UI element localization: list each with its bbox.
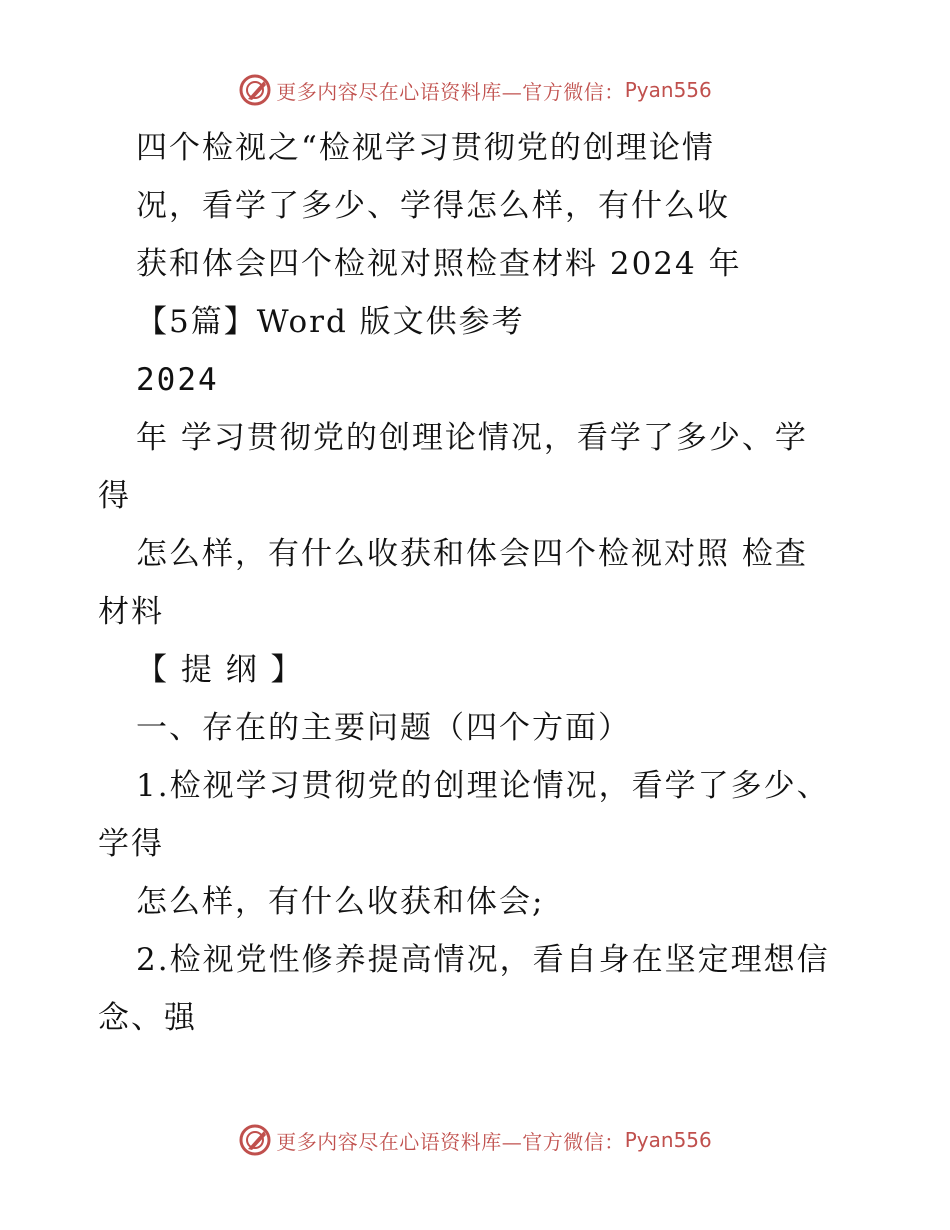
title-line-1: 四个检视之“检视学习贯彻党的创理论情 xyxy=(136,130,715,166)
quill-logo-icon xyxy=(238,73,272,107)
paragraph-line: 材料 xyxy=(98,594,164,630)
watermark-id: Pyan556 xyxy=(624,78,712,102)
paragraph-line: 年 学习贯彻党的创理论情况，看学了多少、学 xyxy=(136,420,808,456)
list-item-continuation: 念、强 xyxy=(98,1000,197,1036)
paragraph-line: 得 xyxy=(98,478,131,514)
title-line-2: 况，看学了多少、学得怎么样，有什么收 xyxy=(136,188,730,224)
watermark-text: 更多内容尽在心语资料库—官方微信： xyxy=(276,79,625,104)
list-item-continuation: 学得 xyxy=(98,826,164,862)
header-watermark xyxy=(0,70,950,110)
watermark-text: 更多内容尽在心语资料库—官方微信： xyxy=(276,1129,625,1154)
paragraph-line: 怎么样，有什么收获和体会四个检视对照 检查 xyxy=(136,536,808,572)
list-item-continuation: 怎么样，有什么收获和体会; xyxy=(136,884,545,920)
list-item: 1.检视学习贯彻党的创理论情况，看学了多少、 xyxy=(136,768,830,804)
title-line-3: 获和体会四个检视对照检查材料 2024 年 xyxy=(136,246,742,282)
footer-watermark xyxy=(0,1120,950,1160)
outline-heading: 【 提 纲 】 xyxy=(136,652,304,688)
section-heading: 一、存在的主要问题（四个方面） xyxy=(136,710,631,746)
quill-logo-icon xyxy=(238,1123,272,1157)
title-line-4: 【5篇】Word 版文供参考 xyxy=(136,304,525,340)
watermark-id: Pyan556 xyxy=(624,1128,712,1152)
list-item: 2.检视党性修养提高情况，看自身在坚定理想信 xyxy=(136,942,830,978)
year-line: 2024 xyxy=(136,362,219,398)
